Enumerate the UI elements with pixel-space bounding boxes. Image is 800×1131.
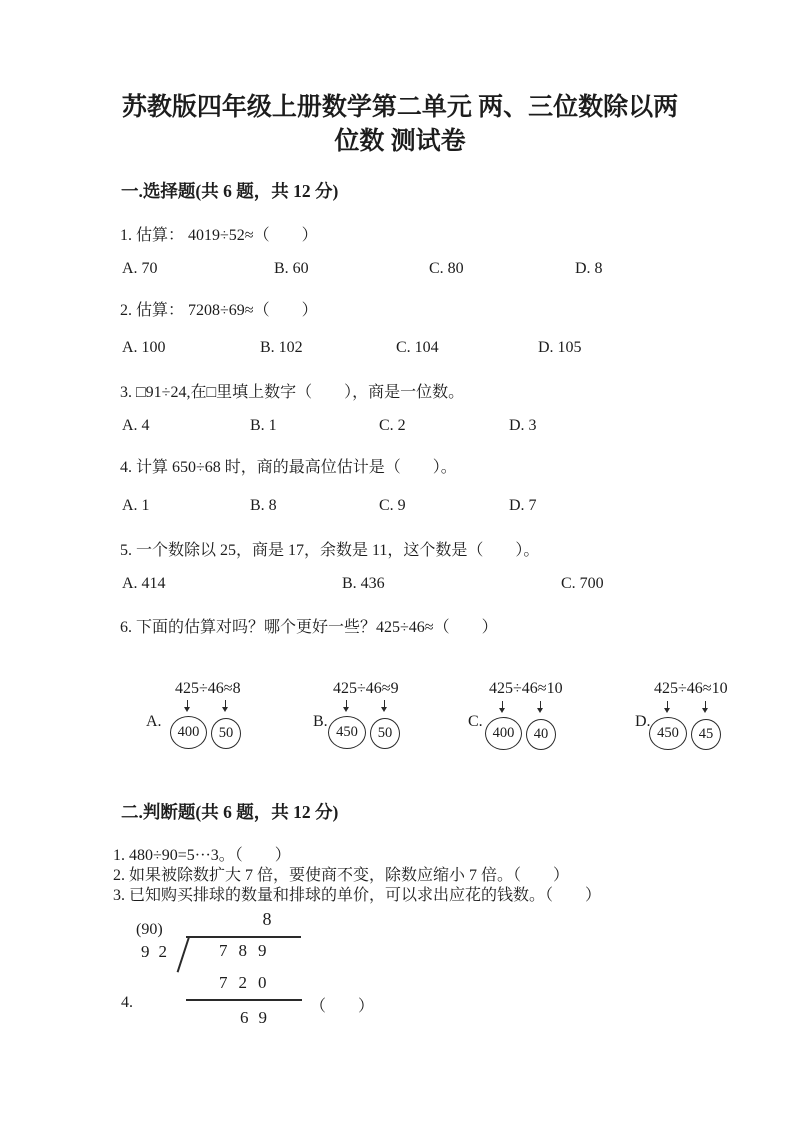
- q5-option-a: A. 414: [122, 575, 166, 592]
- judgment-item-3: 3. 已知购买排球的数量和排球的单价，可以求出应花的钱数。（ ）: [113, 887, 602, 904]
- q5-option-b: B. 436: [342, 575, 385, 592]
- estimate-c-label: C.: [468, 713, 483, 730]
- judgment-item-1: 1. 480÷90=5···3。（ ）: [113, 847, 291, 864]
- rounded-dividend-circle: 450: [649, 717, 687, 750]
- q3-option-a: A. 4: [122, 417, 150, 434]
- estimate-b-expression: 425÷46≈9: [333, 680, 399, 697]
- q2-option-c: C. 104: [396, 339, 439, 356]
- division-divisor-estimate: (90): [136, 921, 163, 938]
- down-arrow-icon: [705, 701, 706, 711]
- estimate-b-label: B.: [313, 713, 328, 730]
- rounded-divisor-circle: 50: [211, 718, 241, 749]
- estimate-d-expression: 425÷46≈10: [654, 680, 728, 697]
- division-divisor: 92: [141, 942, 176, 961]
- q1-option-d: D. 8: [575, 260, 603, 277]
- estimate-d-label: D.: [635, 713, 651, 730]
- division-bracket-bar-icon: [186, 936, 301, 938]
- section1-heading: 一.选择题(共 6 题，共 12 分): [121, 181, 339, 201]
- estimate-a-expression: 425÷46≈8: [175, 680, 241, 697]
- rounded-dividend-circle: 450: [328, 716, 366, 749]
- q2-option-a: A. 100: [122, 339, 166, 356]
- q5-option-c: C. 700: [561, 575, 604, 592]
- doc-title-line1: 苏教版四年级上册数学第二单元 两、三位数除以两: [121, 94, 679, 121]
- down-arrow-icon: [540, 701, 541, 711]
- rounded-dividend-circle: 400: [485, 717, 522, 750]
- down-arrow-icon: [346, 700, 347, 710]
- rounded-divisor-circle: 40: [526, 719, 556, 750]
- q2-option-b: B. 102: [260, 339, 303, 356]
- question-4-text: 4. 计算 650÷68 时，商的最高位估计是（ ）。: [120, 459, 457, 476]
- division-dividend: 789: [219, 941, 278, 960]
- judgment-item-4-answer-blank: （ ）: [310, 998, 375, 1015]
- q4-option-a: A. 1: [122, 497, 150, 514]
- rounded-divisor-circle: 45: [691, 719, 721, 750]
- q4-option-b: B. 8: [250, 497, 277, 514]
- question-1-text: 1. 估算： 4019÷52≈（ ）: [120, 227, 318, 244]
- question-5-text: 5. 一个数除以 25，商是 17，余数是 11，这个数是（ ）。: [120, 542, 540, 559]
- down-arrow-icon: [187, 700, 188, 710]
- division-product: 720: [219, 973, 278, 992]
- q4-option-d: D. 7: [509, 497, 537, 514]
- question-2-text: 2. 估算： 7208÷69≈（ ）: [120, 302, 318, 319]
- rounded-dividend-circle: 400: [170, 716, 207, 749]
- section2-heading: 二.判断题(共 6 题，共 12 分): [121, 802, 339, 822]
- division-quotient: 8: [262, 909, 272, 929]
- doc-title-line2: 位数 测试卷: [334, 128, 466, 155]
- q3-option-b: B. 1: [250, 417, 277, 434]
- q4-option-c: C. 9: [379, 497, 406, 514]
- q1-option-a: A. 70: [122, 260, 158, 277]
- estimate-c-expression: 425÷46≈10: [489, 680, 563, 697]
- down-arrow-icon: [667, 701, 668, 711]
- division-bracket-slash-icon: [177, 937, 190, 973]
- down-arrow-icon: [225, 700, 226, 710]
- q2-option-d: D. 105: [538, 339, 582, 356]
- q1-option-c: C. 80: [429, 260, 464, 277]
- question-3-text: 3. □91÷24,在□里填上数字（ ），商是一位数。: [120, 384, 465, 401]
- rounded-divisor-circle: 50: [370, 718, 400, 749]
- estimate-a-label: A.: [146, 713, 162, 730]
- q3-option-d: D. 3: [509, 417, 537, 434]
- judgment-item-4-label: 4.: [121, 994, 133, 1011]
- q3-option-c: C. 2: [379, 417, 406, 434]
- question-6-text: 6. 下面的估算对吗？哪个更好一些？425÷46≈（ ）: [120, 619, 498, 636]
- down-arrow-icon: [384, 700, 385, 710]
- down-arrow-icon: [502, 701, 503, 711]
- judgment-item-2: 2. 如果被除数扩大 7 倍，要使商不变，除数应缩小 7 倍。（ ）: [113, 867, 570, 884]
- division-remainder: 69: [240, 1008, 277, 1027]
- q1-option-b: B. 60: [274, 260, 309, 277]
- division-rule-icon: [186, 999, 302, 1001]
